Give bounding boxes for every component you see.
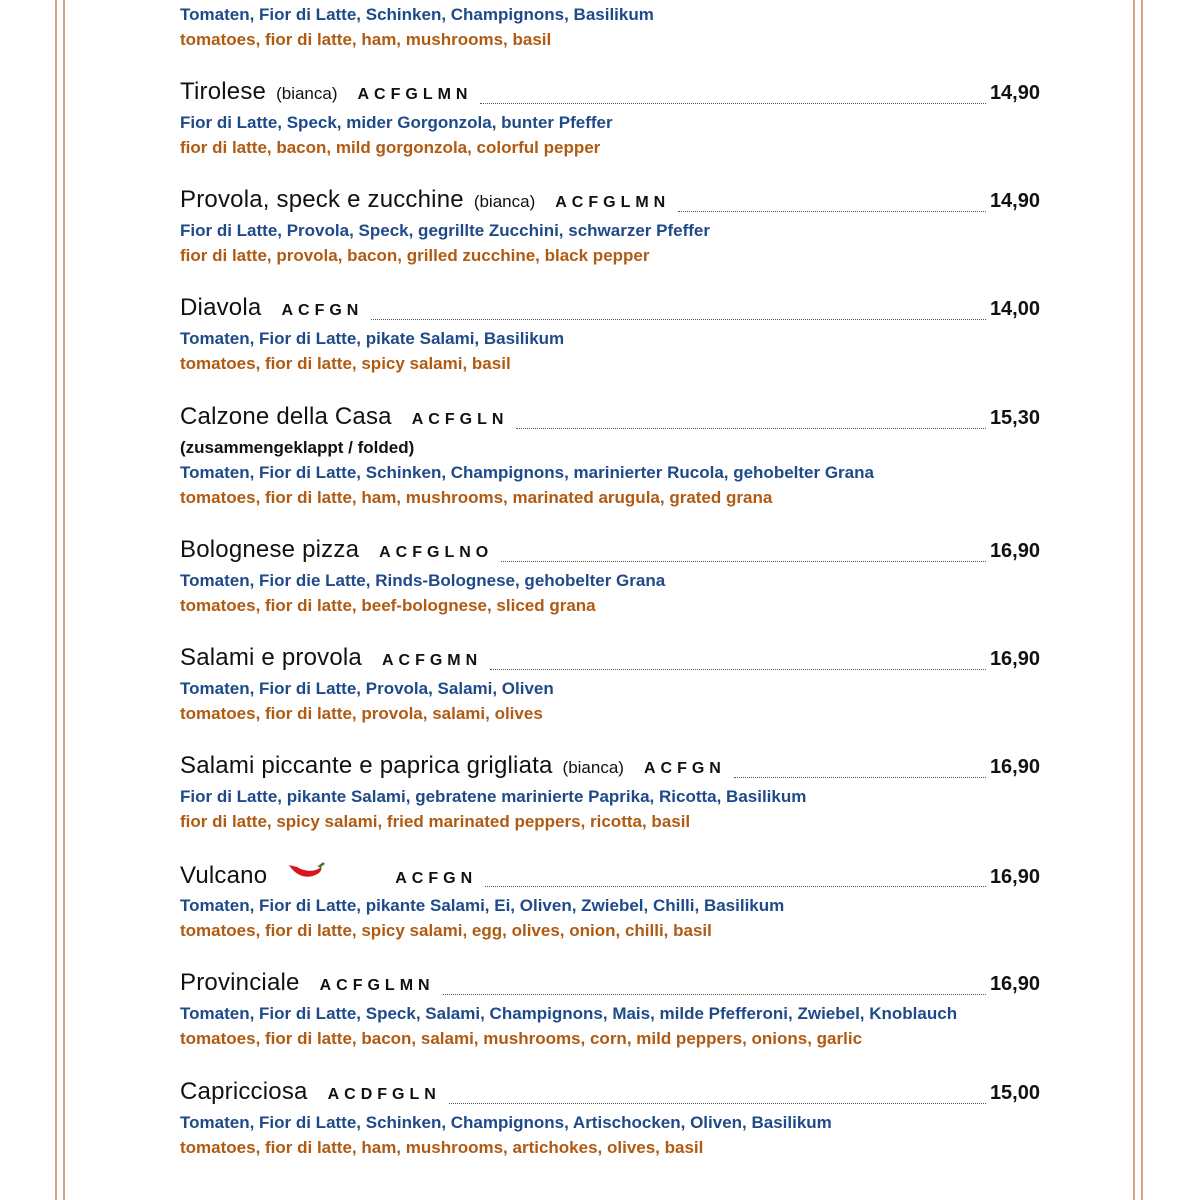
item-description-de: Tomaten, Fior di Latte, Provola, Salami, Oliven <box>180 679 554 698</box>
item-name: Diavola <box>180 294 262 321</box>
item-allergens: ACFGLMN <box>319 977 435 994</box>
item-description-de: Tomaten, Fior di Latte, pikate Salami, Basilikum <box>180 329 565 348</box>
item-price: 16,90 <box>989 973 1040 995</box>
dot-leader <box>443 994 986 995</box>
menu-item <box>180 644 1040 726</box>
dot-leader <box>449 1103 986 1104</box>
menu-item <box>180 78 1040 160</box>
item-allergens: ACFGLMN <box>555 194 671 211</box>
item-name: Calzone della Casa <box>180 403 392 430</box>
item-description-de: Fior di Latte, Speck, mider Gorgonzola, bunter Pfeffer <box>180 113 613 132</box>
item-description-de: Fior di Latte, pikante Salami, gebratene marinierte Paprika, Ricotta, Basilikum <box>180 787 807 806</box>
chili-pepper-icon <box>287 861 325 888</box>
item-allergens: ACFGLMN <box>357 86 473 103</box>
item-price: 15,30 <box>989 407 1040 429</box>
dot-leader <box>678 211 986 212</box>
item-name: Provinciale <box>180 969 300 996</box>
item-allergens: ACFGLNO <box>379 544 494 561</box>
item-description-en: tomatoes, fior di latte, ham, mushrooms, basil <box>180 30 552 49</box>
item-price: 14,90 <box>989 82 1040 104</box>
menu-item-top-fragment <box>180 2 1040 52</box>
item-type: (bianca) <box>473 192 536 211</box>
item-name: Capricciosa <box>180 1078 308 1105</box>
dot-leader <box>490 669 986 670</box>
item-name: Salami piccante e paprica grigliata <box>180 752 553 779</box>
item-price: 14,90 <box>989 190 1040 212</box>
item-type: (bianca) <box>276 84 338 103</box>
item-allergens: ACFGMN <box>381 652 483 669</box>
menu-item <box>180 186 1040 268</box>
item-description-en: tomatoes, fior di latte, bacon, salami, mushrooms, corn, mild peppers, onions, garlic <box>180 1029 863 1048</box>
item-allergens: ACFGN <box>281 302 364 319</box>
item-price: 14,00 <box>989 298 1040 320</box>
item-description-en: tomatoes, fior di latte, ham, mushrooms, marinated arugula, grated grana <box>180 488 773 507</box>
item-description-en: fior di latte, bacon, mild gorgonzola, colorful pepper <box>180 138 601 157</box>
item-name: Provola, speck e zucchine <box>180 186 464 213</box>
item-description-en: tomatoes, fior di latte, provola, salami, olives <box>180 704 543 723</box>
item-name: Salami e provola <box>180 644 362 671</box>
item-allergens: ACDFGLN <box>327 1086 441 1103</box>
dot-leader <box>516 428 986 429</box>
item-allergens: ACFGN <box>395 870 478 887</box>
item-name: Bolognese pizza <box>180 536 360 563</box>
menu-item <box>180 294 1040 376</box>
item-description-de: Tomaten, Fior di Latte, Speck, Salami, Champignons, Mais, milde Pfefferoni, Zwiebel, Knoblauch <box>180 1004 958 1023</box>
menu-item <box>180 1078 1040 1160</box>
item-note: (zusammengeklappt / folded) <box>180 438 415 457</box>
dot-leader <box>480 103 985 104</box>
item-allergens: ACFGLN <box>411 411 509 428</box>
item-description-en: tomatoes, fior di latte, spicy salami, egg, olives, onion, chilli, basil <box>180 921 712 940</box>
item-price: 16,90 <box>989 648 1040 670</box>
item-price: 16,90 <box>989 866 1040 888</box>
item-price: 16,90 <box>989 540 1040 562</box>
item-price: 15,00 <box>989 1082 1040 1104</box>
menu-item <box>180 536 1040 618</box>
menu-item <box>180 403 1040 510</box>
dot-leader <box>371 319 986 320</box>
decorative-border-right <box>1133 0 1143 1200</box>
item-description-de: Tomaten, Fior di Latte, Schinken, Champignons, Basilikum <box>180 5 654 24</box>
dot-leader <box>501 561 986 562</box>
item-type: (bianca) <box>562 758 624 777</box>
decorative-border-left <box>55 0 65 1200</box>
item-description-en: tomatoes, fior di latte, beef-bolognese, sliced grana <box>180 596 596 615</box>
item-description-de: Tomaten, Fior die Latte, Rinds-Bolognese, gehobelter Grana <box>180 571 666 590</box>
menu-item <box>180 969 1040 1051</box>
item-description-de: Tomaten, Fior di Latte, Schinken, Champignons, marinierter Rucola, gehobelter Grana <box>180 463 874 482</box>
item-price: 16,90 <box>989 756 1040 778</box>
item-description-en: fior di latte, spicy salami, fried marinated peppers, ricotta, basil <box>180 812 691 831</box>
item-description-de: Tomaten, Fior di Latte, Schinken, Champignons, Artischocken, Oliven, Basilikum <box>180 1113 832 1132</box>
item-name: Vulcano <box>180 862 268 889</box>
item-description-de: Fior di Latte, Provola, Speck, gegrillte Zucchini, schwarzer Pfeffer <box>180 221 710 240</box>
item-description-en: fior di latte, provola, bacon, grilled zucchine, black pepper <box>180 246 650 265</box>
menu-item <box>180 752 1040 834</box>
dot-leader <box>734 777 986 778</box>
item-description-en: tomatoes, fior di latte, spicy salami, basil <box>180 354 511 373</box>
dot-leader <box>485 886 986 887</box>
item-description-de: Tomaten, Fior di Latte, pikante Salami, Ei, Oliven, Zwiebel, Chilli, Basilikum <box>180 896 785 915</box>
item-description-en: tomatoes, fior di latte, ham, mushrooms, artichokes, olives, basil <box>180 1138 704 1157</box>
menu-item <box>180 861 1040 943</box>
item-allergens: ACFGN <box>643 760 726 777</box>
item-name: Tirolese <box>180 78 267 105</box>
